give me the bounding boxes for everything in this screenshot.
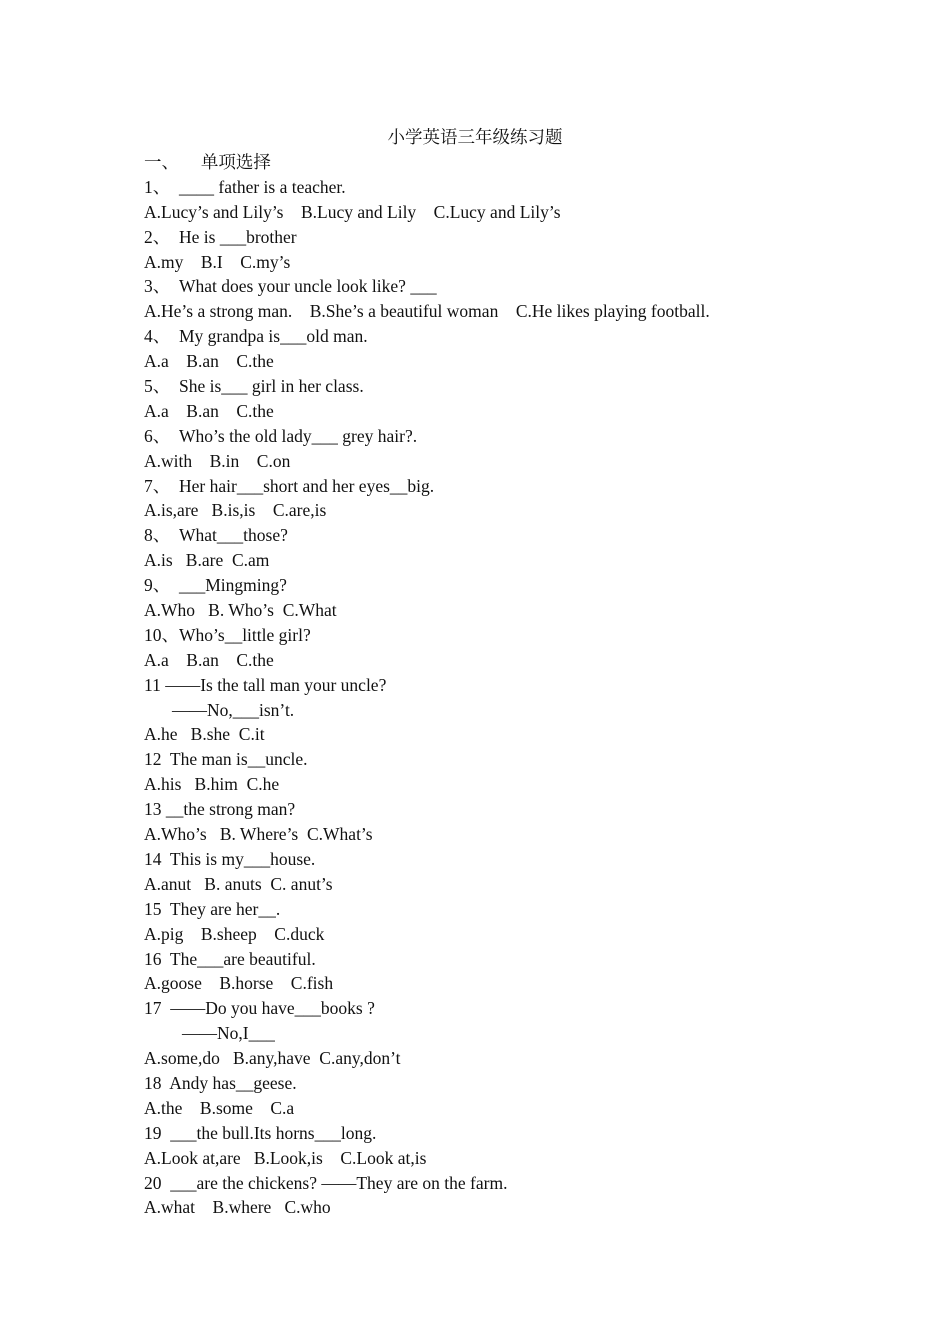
text-line: 7、 Her hair___short and her eyes__big. bbox=[144, 475, 435, 496]
text-line: 13 __the strong man? bbox=[144, 799, 296, 820]
text-line: A.is,are B.is,is C.are,is bbox=[144, 500, 327, 521]
text-line: A.goose B.horse C.fish bbox=[144, 973, 334, 994]
text-line: 11 ——Is the tall man your uncle? bbox=[144, 674, 387, 695]
text-line: 5、 She is___ girl in her class. bbox=[144, 376, 364, 397]
text-line: A.pig B.sheep C.duck bbox=[144, 923, 325, 944]
text-line: A.his B.him C.he bbox=[144, 774, 280, 795]
text-line: A.what B.where C.who bbox=[144, 1197, 331, 1218]
text-line: 一、 单项选择 bbox=[144, 152, 271, 172]
text-line: A.a B.an C.the bbox=[144, 400, 274, 421]
text-line: A.my B.I C.my’s bbox=[144, 251, 291, 272]
text-line: 17 ——Do you have___books ? bbox=[144, 998, 375, 1019]
text-line: 16 The___are beautiful. bbox=[144, 948, 316, 969]
text-line: 15 They are her__. bbox=[144, 898, 281, 919]
text-line: A.He’s a strong man. B.She’s a beautiful woman C.He likes playing football. bbox=[144, 301, 710, 322]
text-line: A.Lucy’s and Lily’s B.Lucy and Lily C.Lucy and Lily’s bbox=[144, 201, 561, 222]
text-line: 1、 ____ father is a teacher. bbox=[144, 176, 346, 197]
text-line: A.the B.some C.a bbox=[144, 1097, 295, 1118]
text-line: 9、 ___Mingming? bbox=[144, 575, 287, 596]
text-line: 8、 What___those? bbox=[144, 525, 288, 546]
text-line: A.Look at,are B.Look,is C.Look at,is bbox=[144, 1147, 427, 1168]
text-line: 12 The man is__uncle. bbox=[144, 749, 308, 770]
text-line: ——No,___isn’t. bbox=[172, 699, 295, 720]
text-line: 6、 Who’s the old lady___ grey hair?. bbox=[144, 425, 418, 446]
text-line: A.with B.in C.on bbox=[144, 450, 291, 471]
text-line: A.he B.she C.it bbox=[144, 724, 265, 745]
text-line: 10、Who’s__little girl? bbox=[144, 624, 311, 645]
page-title: 小学英语三年级练习题 bbox=[387, 127, 563, 147]
text-line: A.Who’s B. Where’s C.What’s bbox=[144, 824, 373, 845]
question-list bbox=[144, 150, 844, 1220]
text-line: 3、 What does your uncle look like? ___ bbox=[144, 276, 437, 297]
text-line: A.a B.an C.the bbox=[144, 351, 274, 372]
text-line: 19 ___the bull.Its horns___long. bbox=[144, 1122, 377, 1143]
text-line: 4、 My grandpa is___old man. bbox=[144, 326, 368, 347]
text-line: 20 ___are the chickens? ——They are on the farm. bbox=[144, 1172, 508, 1193]
text-line: A.anut B. anuts C. anut’s bbox=[144, 873, 333, 894]
text-line: A.Who B. Who’s C.What bbox=[144, 600, 337, 621]
text-line: A.some,do B.any,have C.any,don’t bbox=[144, 1048, 401, 1069]
text-line: A.a B.an C.the bbox=[144, 649, 274, 670]
text-line: 18 Andy has__geese. bbox=[144, 1072, 297, 1093]
text-line: A.is B.are C.am bbox=[144, 550, 270, 571]
text-line: 2、 He is ___brother bbox=[144, 226, 297, 247]
text-line: 14 This is my___house. bbox=[144, 848, 316, 869]
text-line: ——No,I___ bbox=[182, 1023, 275, 1044]
